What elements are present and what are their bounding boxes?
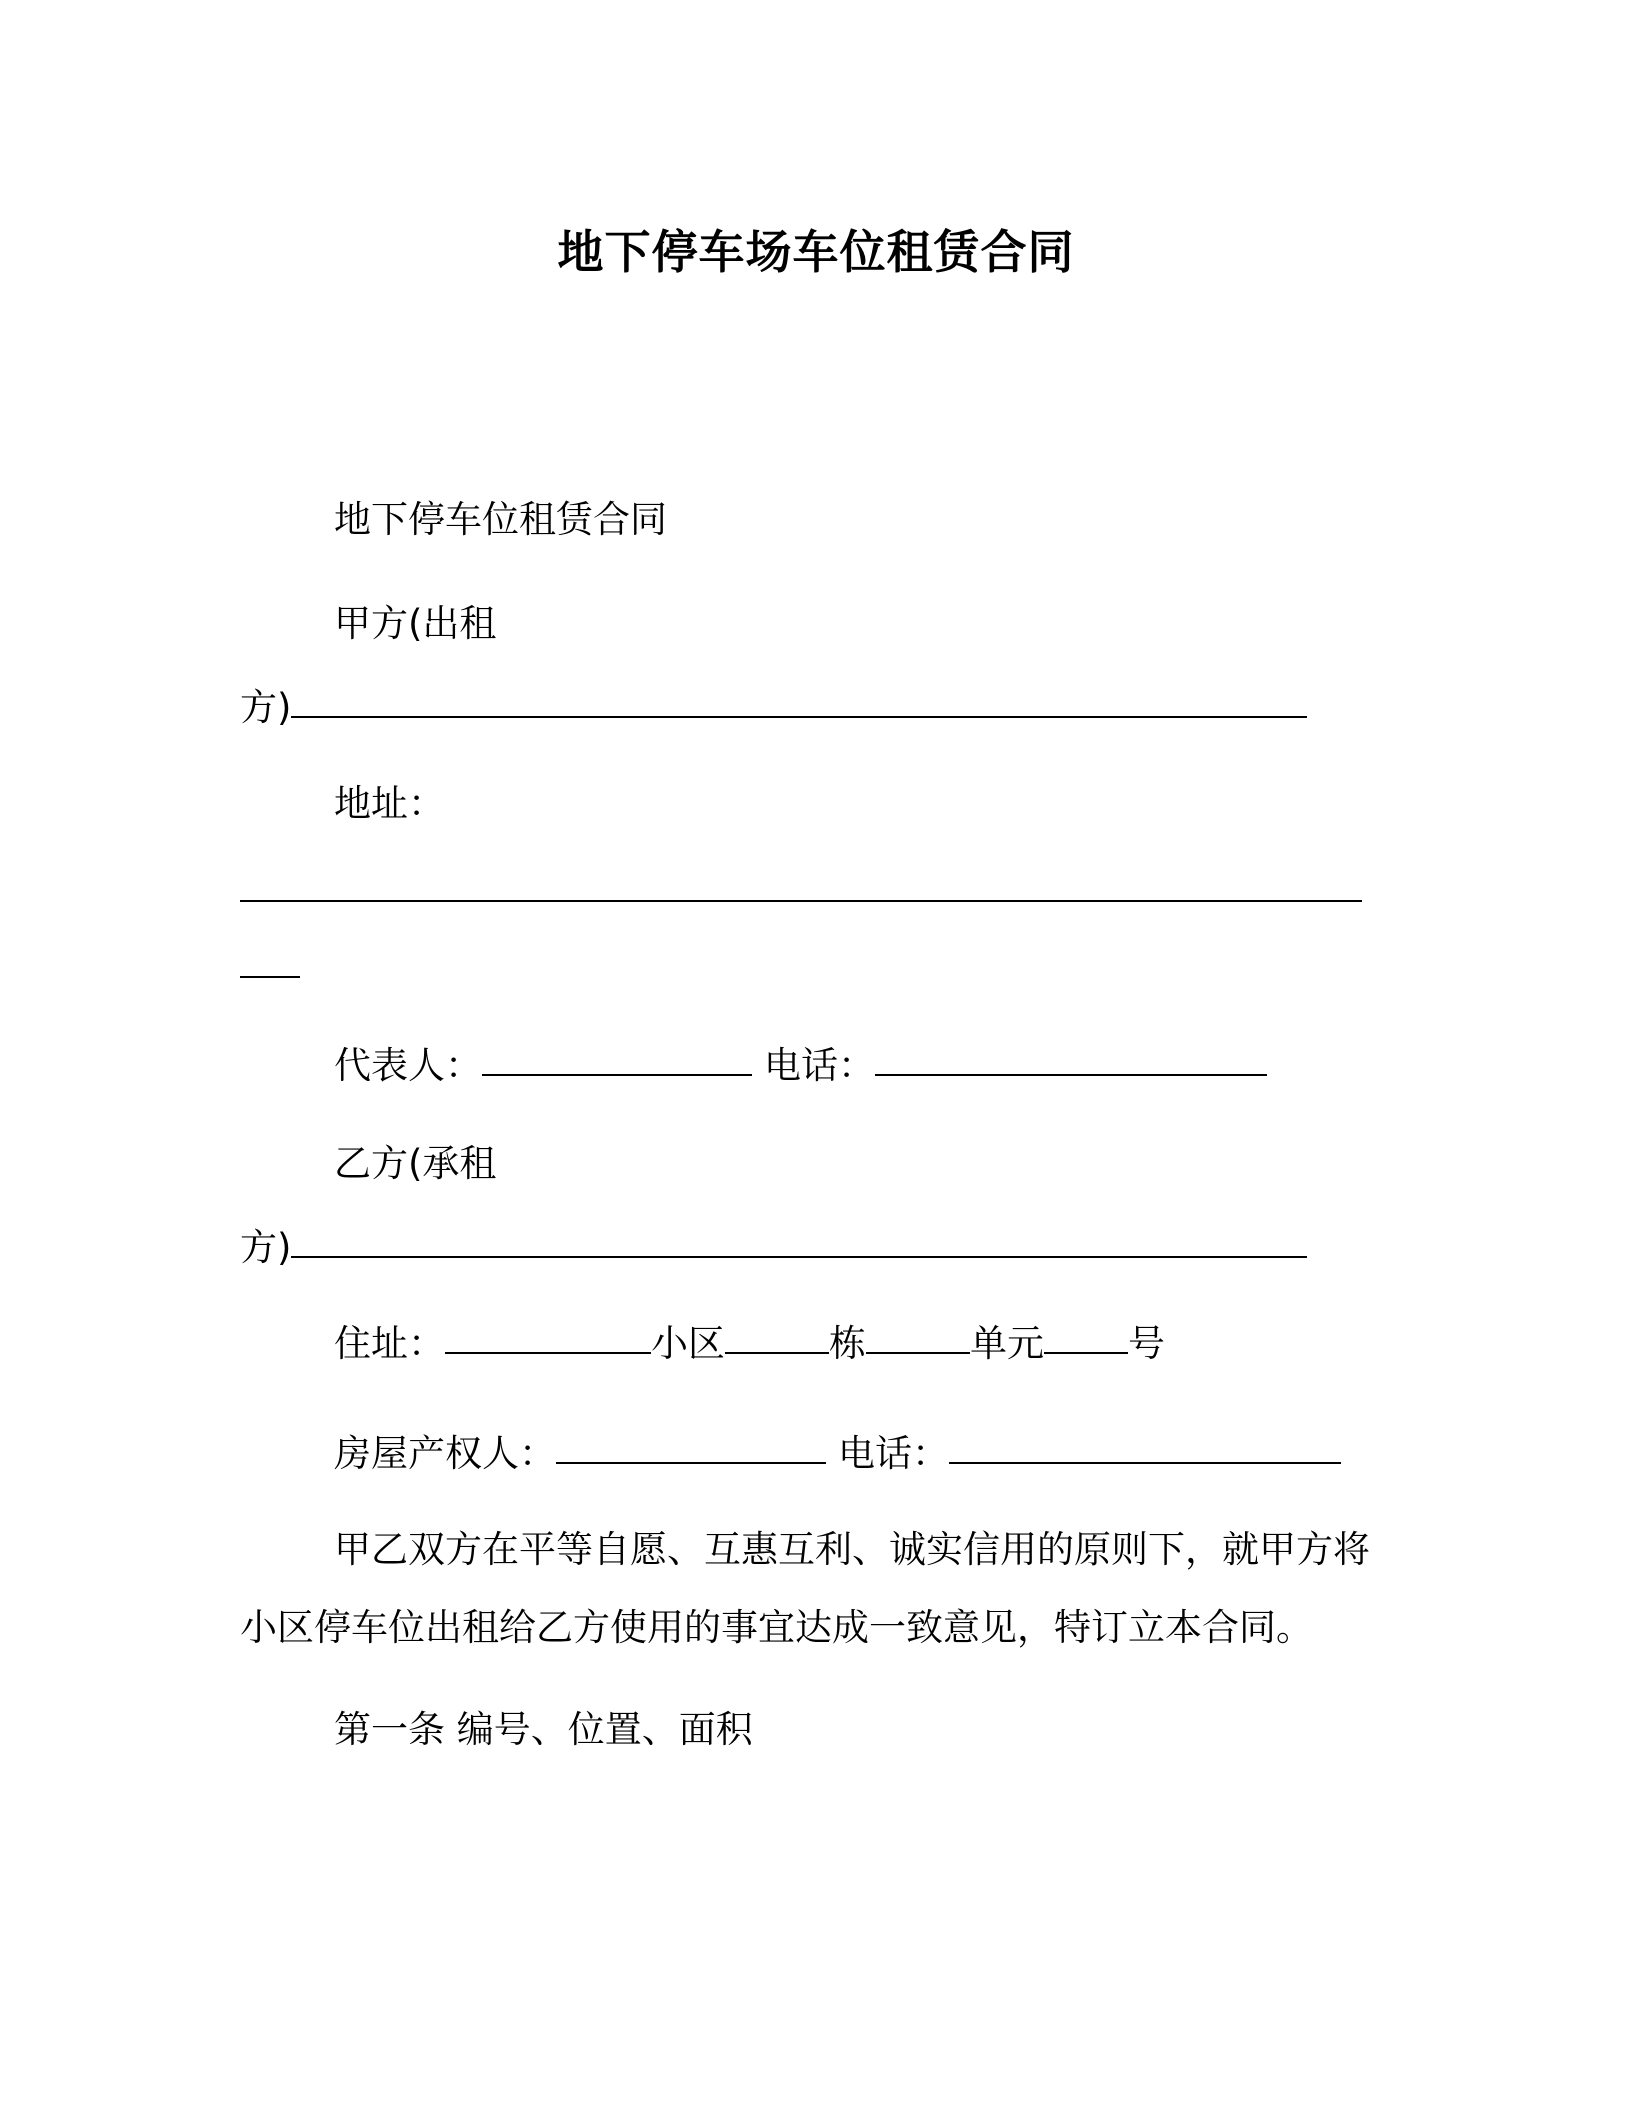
preamble-line-1: 甲乙双方在平等自愿、互惠互利、诚实信用的原则下，就甲方将 bbox=[334, 1528, 1370, 1571]
party-a-label-start: 甲方(出租 bbox=[334, 602, 497, 645]
preamble-line-2: 小区停车位出租给乙方使用的事宜达成一致意见，特订立本合同。 bbox=[240, 1606, 1313, 1649]
document-title: 地下停车场车位租赁合同 bbox=[557, 225, 1075, 279]
party-a-rep-label: 代表人： bbox=[334, 1044, 482, 1087]
article-1-heading: 第一条 编号、位置、面积 bbox=[334, 1708, 753, 1751]
party-a-address-blank[interactable] bbox=[240, 900, 1362, 902]
party-a-address-row bbox=[240, 868, 1362, 916]
party-b-phone-label: 电话： bbox=[838, 1432, 949, 1475]
party-a-address-label: 地址： bbox=[334, 782, 445, 825]
party-a-phone-blank[interactable] bbox=[875, 1074, 1267, 1076]
residence-unit-blank[interactable] bbox=[866, 1352, 970, 1354]
party-a-address-row-continued bbox=[240, 944, 300, 992]
party-a-label-end: 方) bbox=[240, 686, 292, 729]
party-b-label-end: 方) bbox=[240, 1226, 292, 1269]
party-a-name-row bbox=[240, 684, 1307, 732]
building-label: 栋 bbox=[829, 1322, 866, 1365]
unit-label: 单元 bbox=[970, 1322, 1044, 1365]
party-b-owner-row bbox=[334, 1430, 1341, 1478]
party-b-residence-row bbox=[334, 1320, 1165, 1368]
party-b-phone-blank[interactable] bbox=[949, 1462, 1341, 1464]
party-b-residence-label: 住址： bbox=[334, 1322, 445, 1365]
party-a-name-blank[interactable] bbox=[291, 716, 1307, 718]
contract-subtitle: 地下停车位租赁合同 bbox=[334, 498, 667, 541]
party-b-owner-blank[interactable] bbox=[556, 1462, 826, 1464]
community-label: 小区 bbox=[651, 1322, 725, 1365]
party-a-phone-label: 电话： bbox=[764, 1044, 875, 1087]
number-label: 号 bbox=[1128, 1322, 1165, 1365]
party-a-contact-row bbox=[334, 1042, 1267, 1090]
residence-building-blank[interactable] bbox=[725, 1352, 829, 1354]
party-b-owner-label: 房屋产权人： bbox=[334, 1432, 556, 1475]
party-a-rep-blank[interactable] bbox=[482, 1074, 752, 1076]
party-b-name-row bbox=[240, 1224, 1307, 1272]
party-b-label-start: 乙方(承租 bbox=[334, 1142, 497, 1185]
residence-number-blank[interactable] bbox=[1044, 1352, 1128, 1354]
party-a-address-blank-continued[interactable] bbox=[240, 976, 300, 978]
party-b-name-blank[interactable] bbox=[291, 1256, 1307, 1258]
residence-community-blank[interactable] bbox=[445, 1352, 651, 1354]
